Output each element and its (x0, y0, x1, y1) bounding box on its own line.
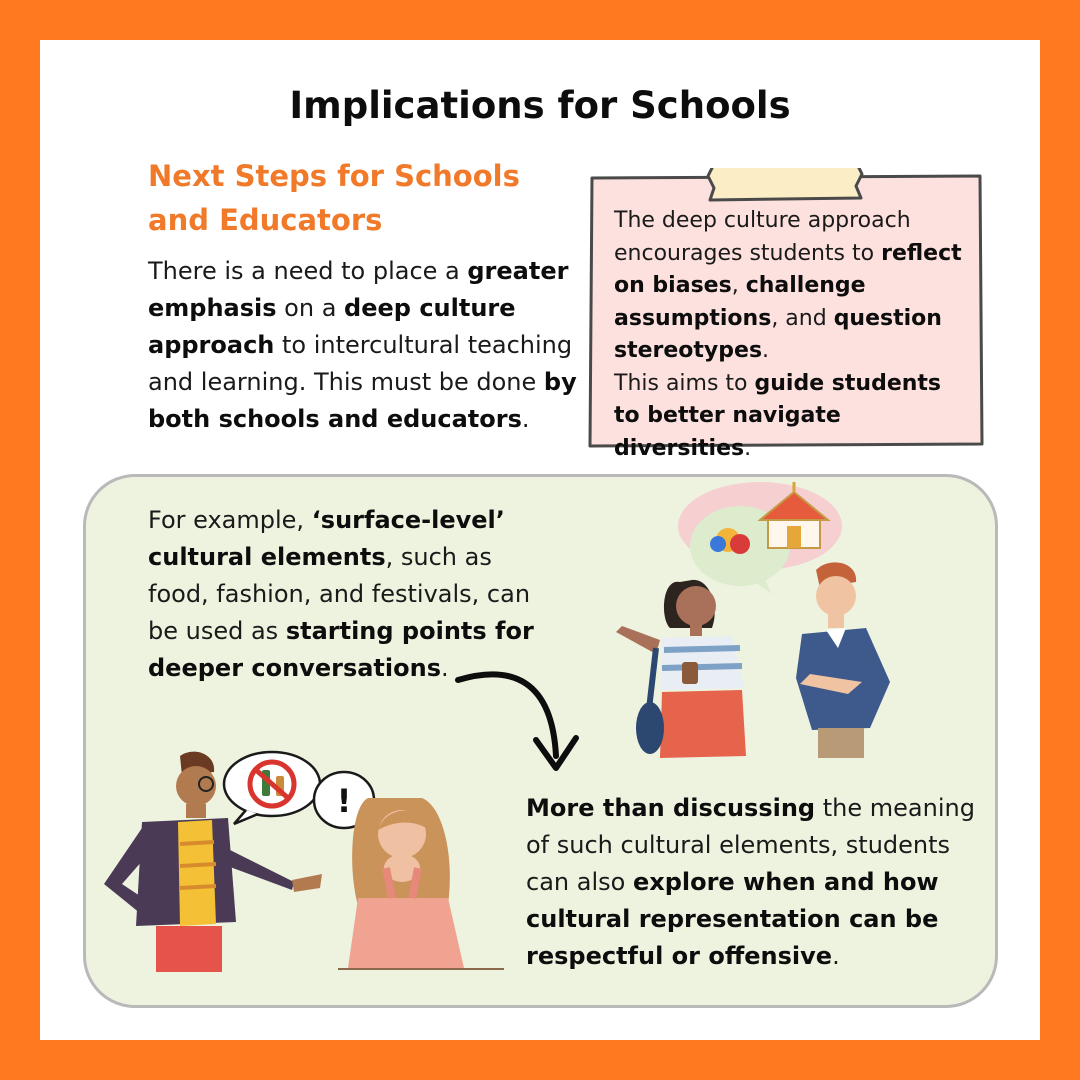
exclamation-icon: ! (336, 782, 352, 820)
reaction-illustration (96, 748, 468, 972)
intro-paragraph: There is a need to place a greater emphasis on a deep culture approach to intercultural teaching and learning. This must be done by both schools and educators. (148, 257, 577, 433)
tape-icon (708, 168, 862, 200)
page-title: Implications for Schools (289, 84, 791, 127)
ground-line (338, 968, 504, 970)
curved-arrow-icon (452, 660, 592, 780)
sticky-note-text: The deep culture approach encourages students to reflect on biases, challenge assumptions, and question stereotypes. This aims to guide students to better navigate diversities. (614, 208, 962, 461)
student-figure (348, 798, 464, 968)
conclusion-paragraph: More than discussing the meaning of such cultural elements, students can also explore when and how cultural representation can be respectful or offensive. (526, 794, 975, 970)
section-subtitle: Next Steps for Schools and Educators (148, 159, 520, 237)
man-figure (796, 562, 890, 758)
conversation-illustration (600, 478, 910, 760)
example-paragraph: For example, ‘surface-level’ cultural elements, such as food, fashion, and festivals, can be used as starting points for deeper conversations. (148, 506, 534, 682)
woman-figure (616, 580, 746, 758)
